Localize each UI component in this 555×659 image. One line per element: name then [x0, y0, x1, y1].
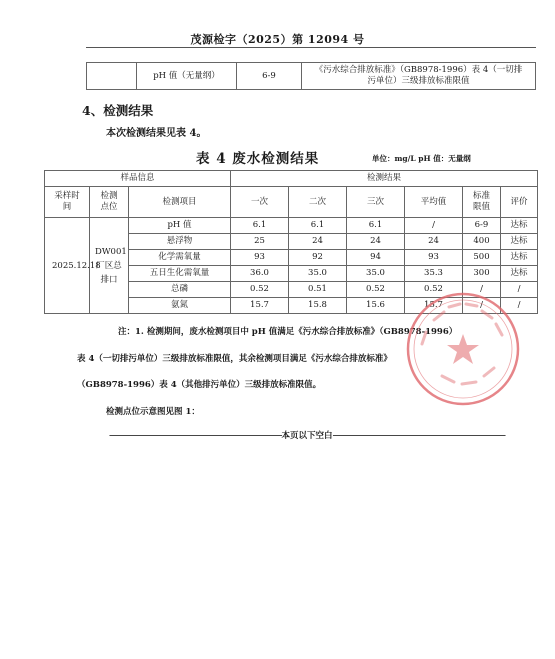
col-avg: 平均值	[405, 187, 463, 218]
value: 24	[289, 234, 347, 250]
note-line: 注：1. 检测期间，废水检测项目中 pH 值满足《污水综合排放标准》（GB8978-1996）	[118, 327, 458, 337]
value: 24	[347, 234, 405, 250]
average: 15.7	[405, 298, 463, 314]
col-limit: 标准限值	[463, 187, 501, 218]
limit: 500	[463, 250, 501, 266]
points-figure-text: 检测点位示意图见图 1：	[106, 407, 200, 417]
average: /	[405, 218, 463, 234]
col-first: 一次	[231, 187, 289, 218]
value: 0.52	[347, 282, 405, 298]
value: 94	[347, 250, 405, 266]
item: 氨氮	[129, 298, 231, 314]
limit: /	[463, 282, 501, 298]
average: 0.52	[405, 282, 463, 298]
average: 24	[405, 234, 463, 250]
report-number: 茂源检字（2025）第 12094 号	[190, 33, 365, 46]
header-divider	[86, 47, 536, 48]
evaluation: 达标	[501, 250, 538, 266]
note-line: 表 4（一切排污单位）三级排放标准限值，其余检测项目满足《污水综合排放标准》	[77, 354, 392, 364]
section-intro: 本次检测结果见表 4。	[106, 128, 207, 139]
limit: 300	[463, 266, 501, 282]
standard-line: 污单位）三级排放标准限值	[367, 76, 470, 86]
value: 15.7	[231, 298, 289, 314]
col-point: 检测点位	[90, 187, 129, 218]
sample-time: 2025.12.18	[45, 218, 90, 314]
evaluation: 达标	[501, 266, 538, 282]
value: 25	[231, 234, 289, 250]
evaluation: /	[501, 298, 538, 314]
note-line: （GB8978-1996）表 4（其他排污单位）三级排放标准限值。	[77, 380, 322, 390]
value: 0.52	[231, 282, 289, 298]
red-seal-stamp	[404, 290, 522, 408]
section-title: 4、检测结果	[82, 103, 154, 118]
end-text: 本页以下空白	[281, 431, 333, 441]
standard-table	[86, 62, 536, 90]
end-of-page-line: ———————————————————————本页以下空白———————————————————————	[108, 431, 505, 441]
col-item: 检测项目	[129, 187, 231, 218]
table-title: 表 4 废水检测结果	[196, 151, 320, 167]
group-results: 检测结果	[231, 171, 538, 187]
item: 化学需氧量	[129, 250, 231, 266]
value: 36.0	[231, 266, 289, 282]
group-header-row	[45, 171, 538, 187]
standard-line: 《污水综合排放标准》（GB8978-1996）表 4（一切排	[314, 65, 523, 75]
unit-note: 单位：mg/L pH 值：无量纲	[372, 154, 471, 163]
value: 35.0	[289, 266, 347, 282]
col-second: 二次	[289, 187, 347, 218]
col-eval: 评价	[501, 187, 538, 218]
value: 93	[231, 250, 289, 266]
value: 92	[289, 250, 347, 266]
col-third: 三次	[347, 187, 405, 218]
value: 6.1	[289, 218, 347, 234]
average: 35.3	[405, 266, 463, 282]
evaluation: /	[501, 282, 538, 298]
sample-point: DW001 厂区总排口	[90, 218, 129, 314]
col-time: 采样时间	[45, 187, 90, 218]
value: 6.1	[231, 218, 289, 234]
item: 五日生化需氧量	[129, 266, 231, 282]
blank-cell	[87, 63, 137, 90]
item: 总磷	[129, 282, 231, 298]
average: 93	[405, 250, 463, 266]
item-cell: pH 值（无量纲）	[137, 63, 237, 90]
evaluation: 达标	[501, 234, 538, 250]
limit: /	[463, 298, 501, 314]
limit-cell: 6-9	[237, 63, 302, 90]
value: 35.0	[347, 266, 405, 282]
limit: 6-9	[463, 218, 501, 234]
value: 0.51	[289, 282, 347, 298]
standard-cell	[302, 63, 536, 90]
limit: 400	[463, 234, 501, 250]
item: pH 值	[129, 218, 231, 234]
value: 6.1	[347, 218, 405, 234]
item: 悬浮物	[129, 234, 231, 250]
group-sample: 样品信息	[45, 171, 231, 187]
value: 15.6	[347, 298, 405, 314]
evaluation: 达标	[501, 218, 538, 234]
table-row	[87, 63, 536, 90]
column-header-row	[45, 187, 538, 218]
table-row	[45, 218, 538, 234]
value: 15.8	[289, 298, 347, 314]
